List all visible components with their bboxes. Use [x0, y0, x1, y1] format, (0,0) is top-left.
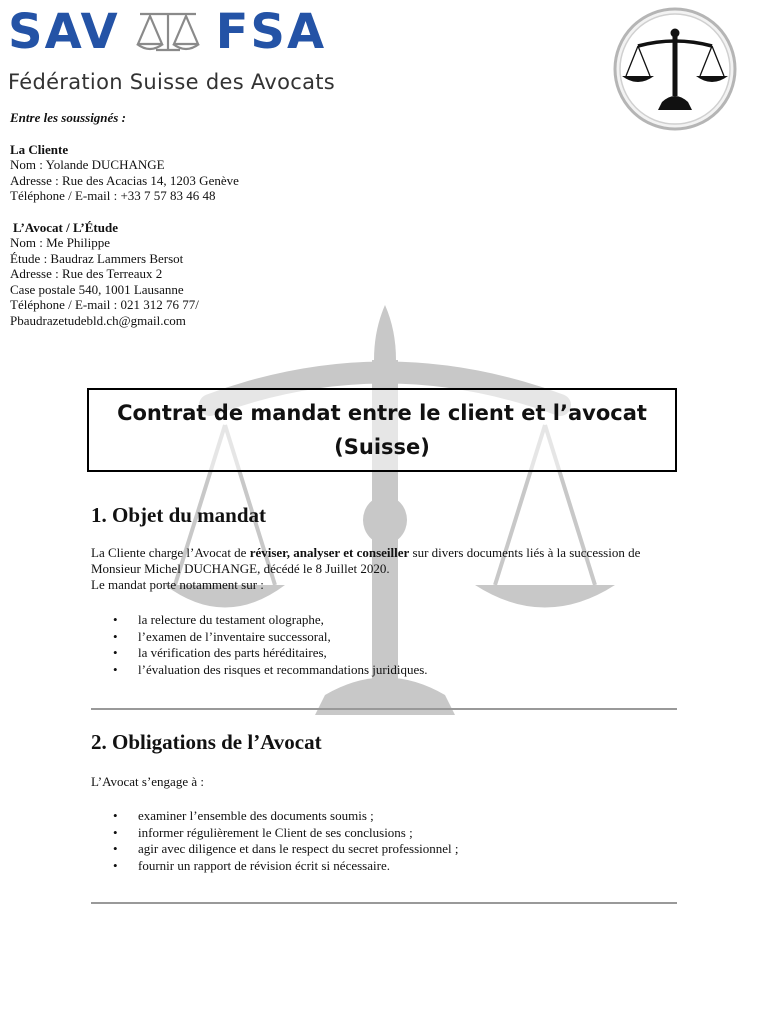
list-item: • examiner l’ensemble des documents soumis ; — [91, 808, 681, 825]
lawyer-postbox: Case postale 540, 1001 Lausanne — [10, 281, 184, 297]
list-item: • la relecture du testament olographe, — [91, 612, 681, 629]
scale-icon — [134, 8, 202, 56]
lawyer-address: Adresse : Rue des Terreaux 2 — [10, 266, 163, 281]
lawyer-email: Pbaudrazetudebld.ch@gmail.com — [10, 312, 186, 328]
section1-para-text-b: sur divers documents liés à la succession de Monsieur Michel DUCHANGE, décédé le 8 Juillet 2020. — [91, 545, 641, 576]
section-obligations — [91, 730, 681, 755]
scale-seal-icon — [612, 6, 738, 132]
section1-paragraph — [91, 545, 681, 593]
list-item: • la vérification des parts héréditaires, — [91, 645, 681, 662]
section1-heading: 1. Objet du mandat — [91, 503, 267, 527]
logo-subtitle: Fédération Suisse des Avocats — [8, 70, 336, 94]
client-contact: Téléphone / E-mail : +33 7 57 83 46 48 — [10, 188, 216, 203]
section-object — [91, 503, 681, 528]
section1-para-bold: réviser, analyser et conseiller — [249, 545, 410, 560]
client-label: La Cliente — [10, 141, 69, 157]
lawyer-phone: Téléphone / E-mail : 021 312 76 77/ — [10, 297, 199, 312]
list-item: • l’examen de l’inventaire successoral, — [91, 629, 681, 646]
section1-para-text-a: La Cliente charge l’Avocat de — [91, 545, 250, 560]
fsa-logo — [8, 4, 326, 60]
divider — [91, 902, 677, 904]
list-item: • agir avec diligence et dans le respect du secret professionnel ; — [91, 841, 681, 858]
lawyer-firm: Étude : Baudraz Lammers Bersot — [10, 250, 184, 266]
section1-para2: Le mandat porte notamment sur : — [91, 577, 264, 592]
section2-intro: L’Avocat s’engage à : — [91, 774, 204, 789]
parties-intro: Entre les soussignés : — [10, 110, 126, 125]
contract-title-box — [87, 388, 677, 472]
section2-list — [91, 808, 681, 874]
divider — [91, 708, 677, 710]
section1-list — [91, 612, 681, 678]
list-item: • fournir un rapport de révision écrit si nécessaire. — [91, 858, 681, 875]
lawyer-name: Nom : Me Philippe — [10, 235, 111, 250]
lawyer-label: L’Avocat / L’Étude — [13, 219, 118, 235]
contract-subtitle: (Suisse) — [334, 435, 430, 459]
logo-fsa-text: FSA — [215, 4, 327, 60]
client-address: Adresse : Rue des Acacias 14, 1203 Genève — [10, 172, 239, 188]
list-item: • l’évaluation des risques et recommandations juridiques. — [91, 662, 681, 679]
section2-heading: 2. Obligations de l’Avocat — [91, 730, 322, 754]
parties-block — [10, 110, 239, 328]
contract-title: Contrat de mandat entre le client et l’avocat — [117, 401, 647, 425]
logo-sav-text: SAV — [8, 4, 120, 60]
list-item: • informer régulièrement le Client de ses conclusions ; — [91, 825, 681, 842]
client-name: Nom : Yolande DUCHANGE — [10, 157, 165, 172]
